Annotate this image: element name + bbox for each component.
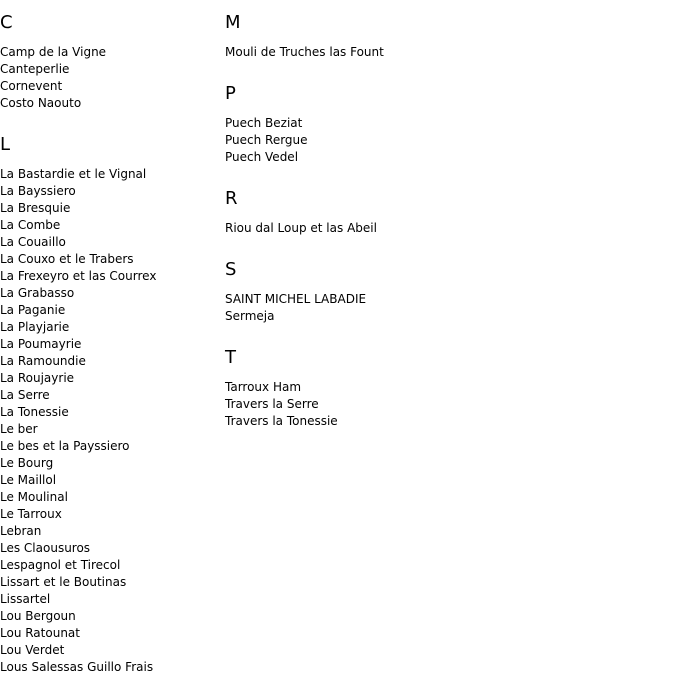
place-link[interactable]: La Grabasso — [0, 286, 75, 300]
left-column — [0, 0, 225, 676]
place-link[interactable]: La Paganie — [0, 303, 66, 317]
place-link[interactable]: La Ramoundie — [0, 354, 86, 368]
letter-heading: R — [225, 188, 238, 209]
letter-heading: S — [225, 259, 237, 280]
letter-section-l — [0, 112, 225, 676]
place-link[interactable]: La Frexeyro et las Courrex — [0, 269, 157, 283]
place-link[interactable]: SAINT MICHEL LABADIE — [225, 292, 367, 306]
letter-heading: L — [0, 134, 11, 155]
place-link[interactable]: La Playjarie — [0, 320, 70, 334]
place-link[interactable]: La Combe — [0, 218, 61, 232]
place-link[interactable]: La Poumayrie — [0, 337, 82, 351]
place-link[interactable]: Lissartel — [0, 592, 51, 606]
entry-list — [0, 44, 225, 112]
place-link[interactable]: Lou Verdet — [0, 643, 65, 657]
letter-heading: M — [225, 12, 241, 33]
place-link[interactable]: La Bayssiero — [0, 184, 76, 198]
place-link[interactable]: Puech Rergue — [225, 133, 308, 147]
place-link[interactable]: La Couaillo — [0, 235, 66, 249]
place-link[interactable]: Lissart et le Boutinas — [0, 575, 127, 589]
letter-heading: P — [225, 83, 236, 104]
entry-list — [0, 166, 225, 676]
entry-list — [225, 115, 675, 166]
place-link[interactable]: Mouli de Truches las Fount — [225, 45, 384, 59]
place-link[interactable]: La Tonessie — [0, 405, 69, 419]
entry-list — [225, 379, 675, 430]
letter-heading: C — [0, 12, 13, 33]
place-link[interactable]: Sermeja — [225, 309, 275, 323]
letter-section-m — [225, 0, 675, 61]
place-link[interactable]: Travers la Tonessie — [225, 414, 338, 428]
place-link[interactable]: Le Maillol — [0, 473, 57, 487]
place-link[interactable]: La Couxo et le Trabers — [0, 252, 134, 266]
letter-section-s — [225, 237, 675, 325]
place-link[interactable]: Camp de la Vigne — [0, 45, 107, 59]
place-link[interactable]: Le Tarroux — [0, 507, 62, 521]
place-link[interactable]: Tarroux Ham — [225, 380, 302, 394]
entry-list — [225, 44, 675, 61]
place-link[interactable]: La Serre — [0, 388, 50, 402]
letter-section-c — [0, 0, 225, 112]
entry-list — [225, 220, 675, 237]
place-link[interactable]: Riou dal Loup et las Abeil — [225, 221, 377, 235]
letter-heading: T — [225, 347, 236, 368]
place-link[interactable]: La Roujayrie — [0, 371, 75, 385]
place-link[interactable]: Le Moulinal — [0, 490, 68, 504]
place-link[interactable]: Lou Ratounat — [0, 626, 80, 640]
letter-section-r — [225, 166, 675, 237]
place-link[interactable]: Lespagnol et Tirecol — [0, 558, 121, 572]
place-link[interactable]: Puech Beziat — [225, 116, 303, 130]
place-link[interactable]: Costo Naouto — [0, 96, 82, 110]
place-link[interactable]: Cornevent — [0, 79, 63, 93]
place-link[interactable]: La Bresquie — [0, 201, 71, 215]
letter-section-p — [225, 61, 675, 166]
place-link[interactable]: Les Claousuros — [0, 541, 91, 555]
place-link[interactable]: Travers la Serre — [225, 397, 319, 411]
place-link[interactable]: Lebran — [0, 524, 42, 538]
place-link[interactable]: Le bes et la Payssiero — [0, 439, 130, 453]
place-link[interactable]: Lou Bergoun — [0, 609, 76, 623]
right-column — [225, 0, 675, 430]
place-link[interactable]: Puech Vedel — [225, 150, 299, 164]
place-link[interactable]: La Bastardie et le Vignal — [0, 167, 147, 181]
place-link[interactable]: Le ber — [0, 422, 38, 436]
entry-list — [225, 291, 675, 325]
place-link[interactable]: Lous Salessas Guillo Frais — [0, 660, 154, 674]
letter-section-t — [225, 325, 675, 430]
place-link[interactable]: Le Bourg — [0, 456, 54, 470]
place-link[interactable]: Canteperlie — [0, 62, 70, 76]
